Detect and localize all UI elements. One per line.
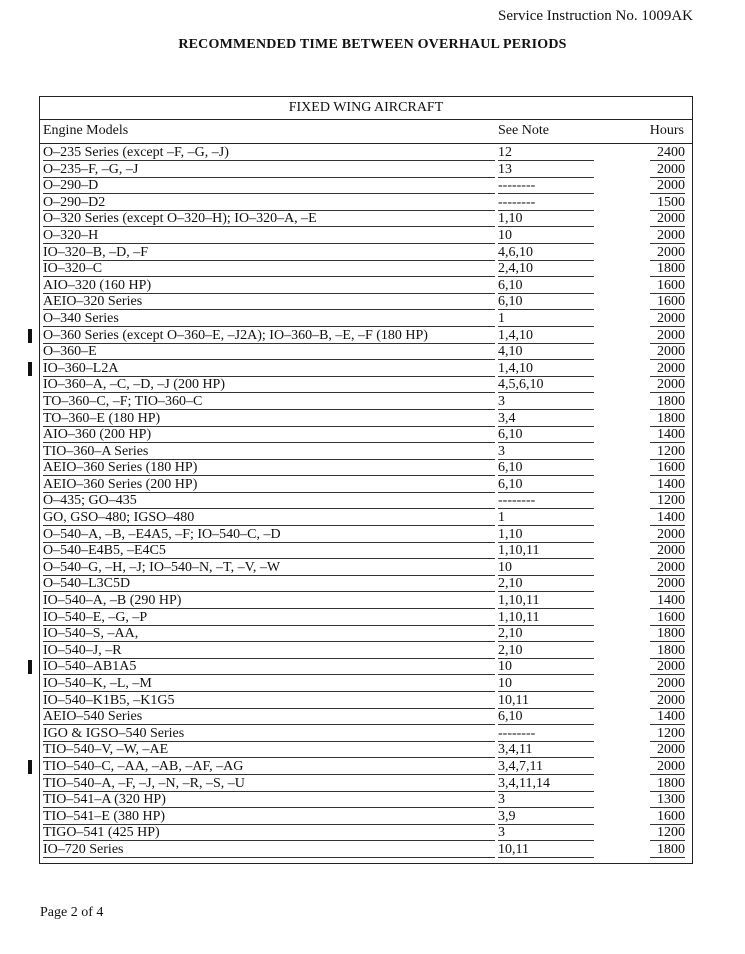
see-note-cell: 4,6,10: [498, 245, 594, 261]
hours-cell: 2000: [650, 527, 685, 543]
see-note-cell: 2,10: [498, 643, 594, 659]
engine-model-cell: TIGO–541 (425 HP): [43, 825, 495, 841]
table-row: [40, 145, 692, 162]
engine-model-cell: IO–320–B, –D, –F: [43, 245, 495, 261]
see-note-cell: --------: [498, 493, 594, 509]
hours-cell: 1400: [650, 510, 685, 526]
hours-cell: 1400: [650, 427, 685, 443]
engine-model-cell: AEIO–360 Series (200 HP): [43, 477, 495, 493]
table-row: [40, 776, 692, 793]
table-row: [40, 759, 692, 776]
engine-model-cell: AEIO–360 Series (180 HP): [43, 460, 495, 476]
see-note-cell: --------: [498, 195, 594, 211]
engine-model-cell: IO–360–A, –C, –D, –J (200 HP): [43, 377, 495, 393]
table-row: [40, 460, 692, 477]
see-note-cell: 1: [498, 311, 594, 327]
hours-cell: 2000: [650, 576, 685, 592]
column-header-engine-models: Engine Models: [43, 123, 129, 138]
table-row: [40, 493, 692, 510]
hours-cell: 1600: [650, 278, 685, 294]
hours-cell: 2000: [650, 178, 685, 194]
hours-cell: 1800: [650, 842, 685, 858]
see-note-cell: 6,10: [498, 278, 594, 294]
engine-model-cell: IO–540–K, –L, –M: [43, 676, 495, 692]
hours-cell: 1600: [650, 294, 685, 310]
engine-model-cell: TIO–540–A, –F, –J, –N, –R, –S, –U: [43, 776, 495, 792]
hours-cell: 2000: [650, 361, 685, 377]
engine-model-cell: IO–540–K1B5, –K1G5: [43, 693, 495, 709]
hours-cell: 2000: [650, 693, 685, 709]
hours-cell: 1200: [650, 444, 685, 460]
hours-cell: 1800: [650, 626, 685, 642]
engine-model-cell: GO, GSO–480; IGSO–480: [43, 510, 495, 526]
hours-cell: 1400: [650, 709, 685, 725]
table-row: [40, 510, 692, 527]
revision-change-bar: [28, 329, 32, 343]
see-note-cell: 6,10: [498, 709, 594, 725]
hours-cell: 1600: [650, 610, 685, 626]
see-note-cell: 10,11: [498, 842, 594, 858]
table-row: [40, 626, 692, 643]
see-note-cell: 3: [498, 394, 594, 410]
table-row: [40, 245, 692, 262]
engine-model-cell: TO–360–C, –F; TIO–360–C: [43, 394, 495, 410]
see-note-cell: 3,4: [498, 411, 594, 427]
table-row: [40, 444, 692, 461]
see-note-cell: 4,10: [498, 344, 594, 360]
table-row: [40, 294, 692, 311]
table-row: [40, 610, 692, 627]
engine-model-cell: AEIO–540 Series: [43, 709, 495, 725]
engine-model-cell: IO–540–J, –R: [43, 643, 495, 659]
table-row: [40, 693, 692, 710]
table-header-row: [40, 120, 692, 144]
engine-model-cell: O–290–D2: [43, 195, 495, 211]
engine-model-cell: O–360–E: [43, 344, 495, 360]
engine-model-cell: IO–540–S, –AA,: [43, 626, 495, 642]
see-note-cell: 10: [498, 560, 594, 576]
hours-cell: 1300: [650, 792, 685, 808]
engine-model-cell: IO–320–C: [43, 261, 495, 277]
engine-model-cell: AEIO–320 Series: [43, 294, 495, 310]
hours-cell: 1800: [650, 411, 685, 427]
column-header-see-note: See Note: [498, 123, 549, 138]
hours-cell: 2000: [650, 328, 685, 344]
see-note-cell: 1,4,10: [498, 328, 594, 344]
engine-model-cell: O–290–D: [43, 178, 495, 194]
engine-model-cell: O–540–G, –H, –J; IO–540–N, –T, –V, –W: [43, 560, 495, 576]
hours-cell: 1400: [650, 477, 685, 493]
hours-cell: 2000: [650, 377, 685, 393]
see-note-cell: 6,10: [498, 294, 594, 310]
engine-model-cell: IO–540–A, –B (290 HP): [43, 593, 495, 609]
see-note-cell: 1,10,11: [498, 610, 594, 626]
hours-cell: 2000: [650, 245, 685, 261]
hours-cell: 2000: [650, 676, 685, 692]
engine-model-cell: O–540–L3C5D: [43, 576, 495, 592]
hours-cell: 1600: [650, 809, 685, 825]
table-row: [40, 477, 692, 494]
engine-model-cell: TO–360–E (180 HP): [43, 411, 495, 427]
table-row: [40, 178, 692, 195]
hours-cell: 1800: [650, 261, 685, 277]
table-row: [40, 576, 692, 593]
revision-change-bar: [28, 660, 32, 674]
hours-cell: 2000: [650, 162, 685, 178]
table-row: [40, 742, 692, 759]
see-note-cell: 1: [498, 510, 594, 526]
engine-model-cell: TIO–540–C, –AA, –AB, –AF, –AG: [43, 759, 495, 775]
see-note-cell: 1,10,11: [498, 543, 594, 559]
service-instruction-number: Service Instruction No. 1009AK: [498, 8, 693, 24]
see-note-cell: 13: [498, 162, 594, 178]
revision-change-bar: [28, 362, 32, 376]
engine-model-cell: TIO–360–A Series: [43, 444, 495, 460]
hours-cell: 2000: [650, 543, 685, 559]
engine-model-cell: O–360 Series (except O–360–E, –J2A); IO–360–B, –E, –F (180 HP): [43, 328, 495, 344]
see-note-cell: --------: [498, 178, 594, 194]
see-note-cell: 3: [498, 792, 594, 808]
hours-cell: 1200: [650, 726, 685, 742]
hours-cell: 2000: [650, 742, 685, 758]
hours-cell: 2000: [650, 560, 685, 576]
see-note-cell: 6,10: [498, 477, 594, 493]
see-note-cell: 3,4,11: [498, 742, 594, 758]
engine-model-cell: TIO–541–E (380 HP): [43, 809, 495, 825]
engine-model-cell: TIO–540–V, –W, –AE: [43, 742, 495, 758]
hours-cell: 2000: [650, 211, 685, 227]
hours-cell: 1800: [650, 394, 685, 410]
see-note-cell: 10: [498, 676, 594, 692]
table-row: [40, 228, 692, 245]
table-row: [40, 825, 692, 842]
engine-model-cell: O–340 Series: [43, 311, 495, 327]
engine-model-cell: O–320 Series (except O–320–H); IO–320–A, –E: [43, 211, 495, 227]
engine-model-cell: IO–720 Series: [43, 842, 495, 858]
hours-cell: 2000: [650, 759, 685, 775]
table-row: [40, 261, 692, 278]
hours-cell: 2400: [650, 145, 685, 161]
hours-cell: 2000: [650, 344, 685, 360]
see-note-cell: 3,4,11,14: [498, 776, 594, 792]
hours-cell: 1800: [650, 776, 685, 792]
table-row: [40, 726, 692, 743]
see-note-cell: 3,9: [498, 809, 594, 825]
see-note-cell: 10: [498, 659, 594, 675]
hours-cell: 1400: [650, 593, 685, 609]
table-row: [40, 411, 692, 428]
engine-model-cell: IO–360–L2A: [43, 361, 495, 377]
see-note-cell: 1,10,11: [498, 593, 594, 609]
table-row: [40, 328, 692, 345]
table-row: [40, 361, 692, 378]
engine-model-cell: O–540–A, –B, –E4A5, –F; IO–540–C, –D: [43, 527, 495, 543]
table-row: [40, 593, 692, 610]
engine-model-cell: IO–540–AB1A5: [43, 659, 495, 675]
table-row: [40, 709, 692, 726]
table-row: [40, 211, 692, 228]
table-row: [40, 527, 692, 544]
table-row: [40, 278, 692, 295]
table-row: [40, 842, 692, 859]
page-number: Page 2 of 4: [40, 905, 104, 920]
see-note-cell: 2,10: [498, 576, 594, 592]
engine-model-cell: O–540–E4B5, –E4C5: [43, 543, 495, 559]
table-row: [40, 162, 692, 179]
see-note-cell: --------: [498, 726, 594, 742]
table-row: [40, 809, 692, 826]
hours-cell: 2000: [650, 659, 685, 675]
table-row: [40, 560, 692, 577]
table-row: [40, 676, 692, 693]
engine-model-cell: O–235–F, –G, –J: [43, 162, 495, 178]
see-note-cell: 4,5,6,10: [498, 377, 594, 393]
see-note-cell: 10,11: [498, 693, 594, 709]
table-row: [40, 311, 692, 328]
engine-model-cell: O–435; GO–435: [43, 493, 495, 509]
hours-cell: 1600: [650, 460, 685, 476]
column-header-hours: Hours: [649, 123, 684, 138]
see-note-cell: 2,4,10: [498, 261, 594, 277]
table-row: [40, 377, 692, 394]
hours-cell: 1200: [650, 493, 685, 509]
revision-change-bar: [28, 760, 32, 774]
see-note-cell: 10: [498, 228, 594, 244]
table-row: [40, 344, 692, 361]
engine-model-cell: TIO–541–A (320 HP): [43, 792, 495, 808]
see-note-cell: 2,10: [498, 626, 594, 642]
table-title: FIXED WING AIRCRAFT: [40, 97, 692, 120]
table-row: [40, 394, 692, 411]
engine-model-cell: O–235 Series (except –F, –G, –J): [43, 145, 495, 161]
table-row: [40, 643, 692, 660]
engine-model-cell: O–320–H: [43, 228, 495, 244]
hours-cell: 2000: [650, 311, 685, 327]
overhaul-table: [39, 96, 693, 864]
document-title: RECOMMENDED TIME BETWEEN OVERHAUL PERIODS: [178, 37, 567, 52]
table-body: [40, 145, 692, 859]
see-note-cell: 6,10: [498, 427, 594, 443]
hours-cell: 1500: [650, 195, 685, 211]
table-row: [40, 659, 692, 676]
table-row: [40, 427, 692, 444]
hours-cell: 1800: [650, 643, 685, 659]
table-row: [40, 792, 692, 809]
hours-cell: 1200: [650, 825, 685, 841]
see-note-cell: 3: [498, 444, 594, 460]
see-note-cell: 1,10: [498, 527, 594, 543]
engine-model-cell: AIO–360 (200 HP): [43, 427, 495, 443]
see-note-cell: 3,4,7,11: [498, 759, 594, 775]
see-note-cell: 12: [498, 145, 594, 161]
see-note-cell: 6,10: [498, 460, 594, 476]
engine-model-cell: AIO–320 (160 HP): [43, 278, 495, 294]
see-note-cell: 1,10: [498, 211, 594, 227]
engine-model-cell: IO–540–E, –G, –P: [43, 610, 495, 626]
see-note-cell: 1,4,10: [498, 361, 594, 377]
engine-model-cell: IGO & IGSO–540 Series: [43, 726, 495, 742]
hours-cell: 2000: [650, 228, 685, 244]
see-note-cell: 3: [498, 825, 594, 841]
table-row: [40, 543, 692, 560]
table-row: [40, 195, 692, 212]
